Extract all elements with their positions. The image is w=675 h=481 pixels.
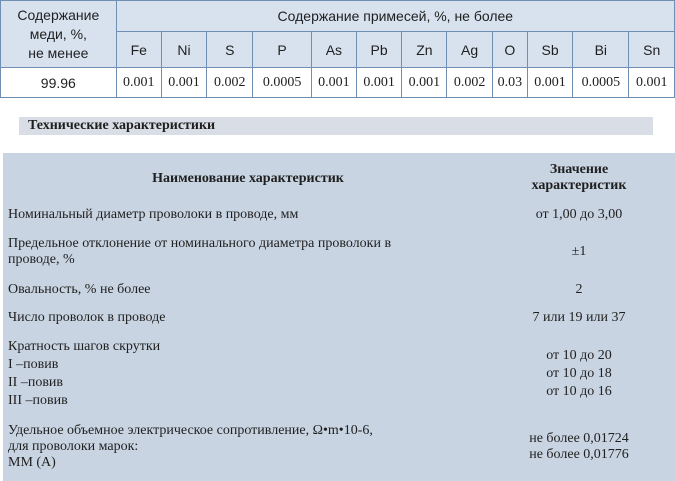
section-heading: Технические характеристики: [19, 117, 653, 135]
copper-header-line: Содержание: [17, 6, 100, 23]
characteristic-value-line: не более 0,01776: [529, 447, 629, 462]
characteristic-name-line: ММ (А): [8, 455, 56, 470]
characteristic-value-line: от 10 до 20: [546, 348, 612, 363]
characteristics-table: [3, 153, 675, 481]
characteristic-name: [8, 282, 478, 298]
copper-header-line: меди, %,: [29, 25, 87, 42]
characteristic-value-line: 2: [575, 282, 583, 297]
characteristic-name-line: для проволоки марок:: [8, 439, 139, 454]
characteristic-value-line: от 1,00 до 3,00: [535, 207, 623, 222]
characteristic-value-line: ±1: [571, 244, 587, 259]
element-header: Ag: [447, 32, 492, 68]
characteristic-row: [3, 233, 675, 273]
composition-table: [0, 0, 675, 98]
element-header: Fe: [116, 32, 161, 68]
header-name: Наименование характеристик: [152, 171, 344, 186]
characteristic-row: [3, 336, 675, 408]
characteristic-value: [483, 282, 675, 298]
impurity-value: 0.001: [356, 68, 401, 98]
characteristic-name-line: III –повив: [8, 393, 68, 408]
characteristic-name: [8, 310, 478, 326]
characteristic-name: [8, 207, 478, 223]
element-header: As: [311, 32, 356, 68]
copper-header-line: не менее: [28, 44, 89, 61]
characteristic-name-line: проводе, %: [8, 252, 75, 267]
characteristic-value: [483, 310, 675, 326]
element-header: Bi: [573, 32, 629, 68]
impurity-value: 0.001: [311, 68, 356, 98]
characteristic-value: [483, 207, 675, 223]
characteristic-name: [8, 423, 478, 471]
impurity-value: 0.001: [161, 68, 206, 98]
impurity-value: 0.002: [447, 68, 492, 98]
impurity-value: 0.001: [116, 68, 161, 98]
element-header: Sb: [527, 32, 572, 68]
characteristic-name-line: Число проволок в проводе: [8, 310, 166, 325]
characteristic-value: [483, 347, 675, 401]
impurity-value: 0.03: [492, 68, 527, 98]
impurity-value: 0.0005: [253, 68, 311, 98]
characteristic-name-line: Предельное отклонение от номинального диаметра проволоки в: [8, 236, 392, 251]
characteristic-row: [3, 306, 675, 330]
characteristic-name-line: Удельное объемное электрическое сопротивление, Ω•m•10-6,: [8, 423, 373, 438]
characteristic-row: [3, 420, 675, 476]
characteristic-name: [8, 236, 478, 268]
impurity-value: 0.001: [402, 68, 447, 98]
impurity-value: 0.001: [629, 68, 675, 98]
element-header: Pb: [356, 32, 401, 68]
element-header: Sn: [629, 32, 675, 68]
element-header: S: [207, 32, 253, 68]
header-value-line: характеристик: [531, 178, 627, 193]
element-header: Ni: [161, 32, 206, 68]
impurity-value: 0.002: [207, 68, 253, 98]
characteristic-row: [3, 278, 675, 302]
characteristic-name-line: I –повив: [8, 357, 59, 372]
header-value-line: Значение: [549, 162, 609, 177]
characteristic-value-line: от 10 до 16: [546, 384, 612, 399]
header-value: [483, 162, 675, 194]
characteristic-name-line: Кратность шагов скрутки: [8, 339, 161, 354]
characteristics-header-row: [3, 153, 675, 198]
characteristic-value-line: не более 0,01724: [529, 431, 629, 446]
characteristic-name-line: Овальность, % не более: [8, 282, 151, 297]
impurity-value: 0.001: [527, 68, 572, 98]
impurity-value: 0.0005: [573, 68, 629, 98]
copper-content-header: [1, 1, 117, 68]
characteristic-value: [483, 431, 675, 463]
element-header: P: [253, 32, 311, 68]
characteristic-row: [3, 203, 675, 227]
element-header: O: [492, 32, 527, 68]
characteristic-value-line: от 10 до 18: [546, 366, 612, 381]
element-header: Zn: [402, 32, 447, 68]
characteristic-name-line: II –повив: [8, 375, 64, 390]
characteristic-name-line: Номинальный диаметр проволоки в проводе, мм: [8, 207, 299, 222]
copper-value: 99.96: [1, 68, 117, 98]
characteristic-value-line: 7 или 19 или 37: [532, 310, 626, 325]
characteristic-name: [8, 338, 478, 410]
impurities-header: Содержание примесей, %, не более: [116, 1, 674, 32]
characteristic-value: [483, 244, 675, 260]
